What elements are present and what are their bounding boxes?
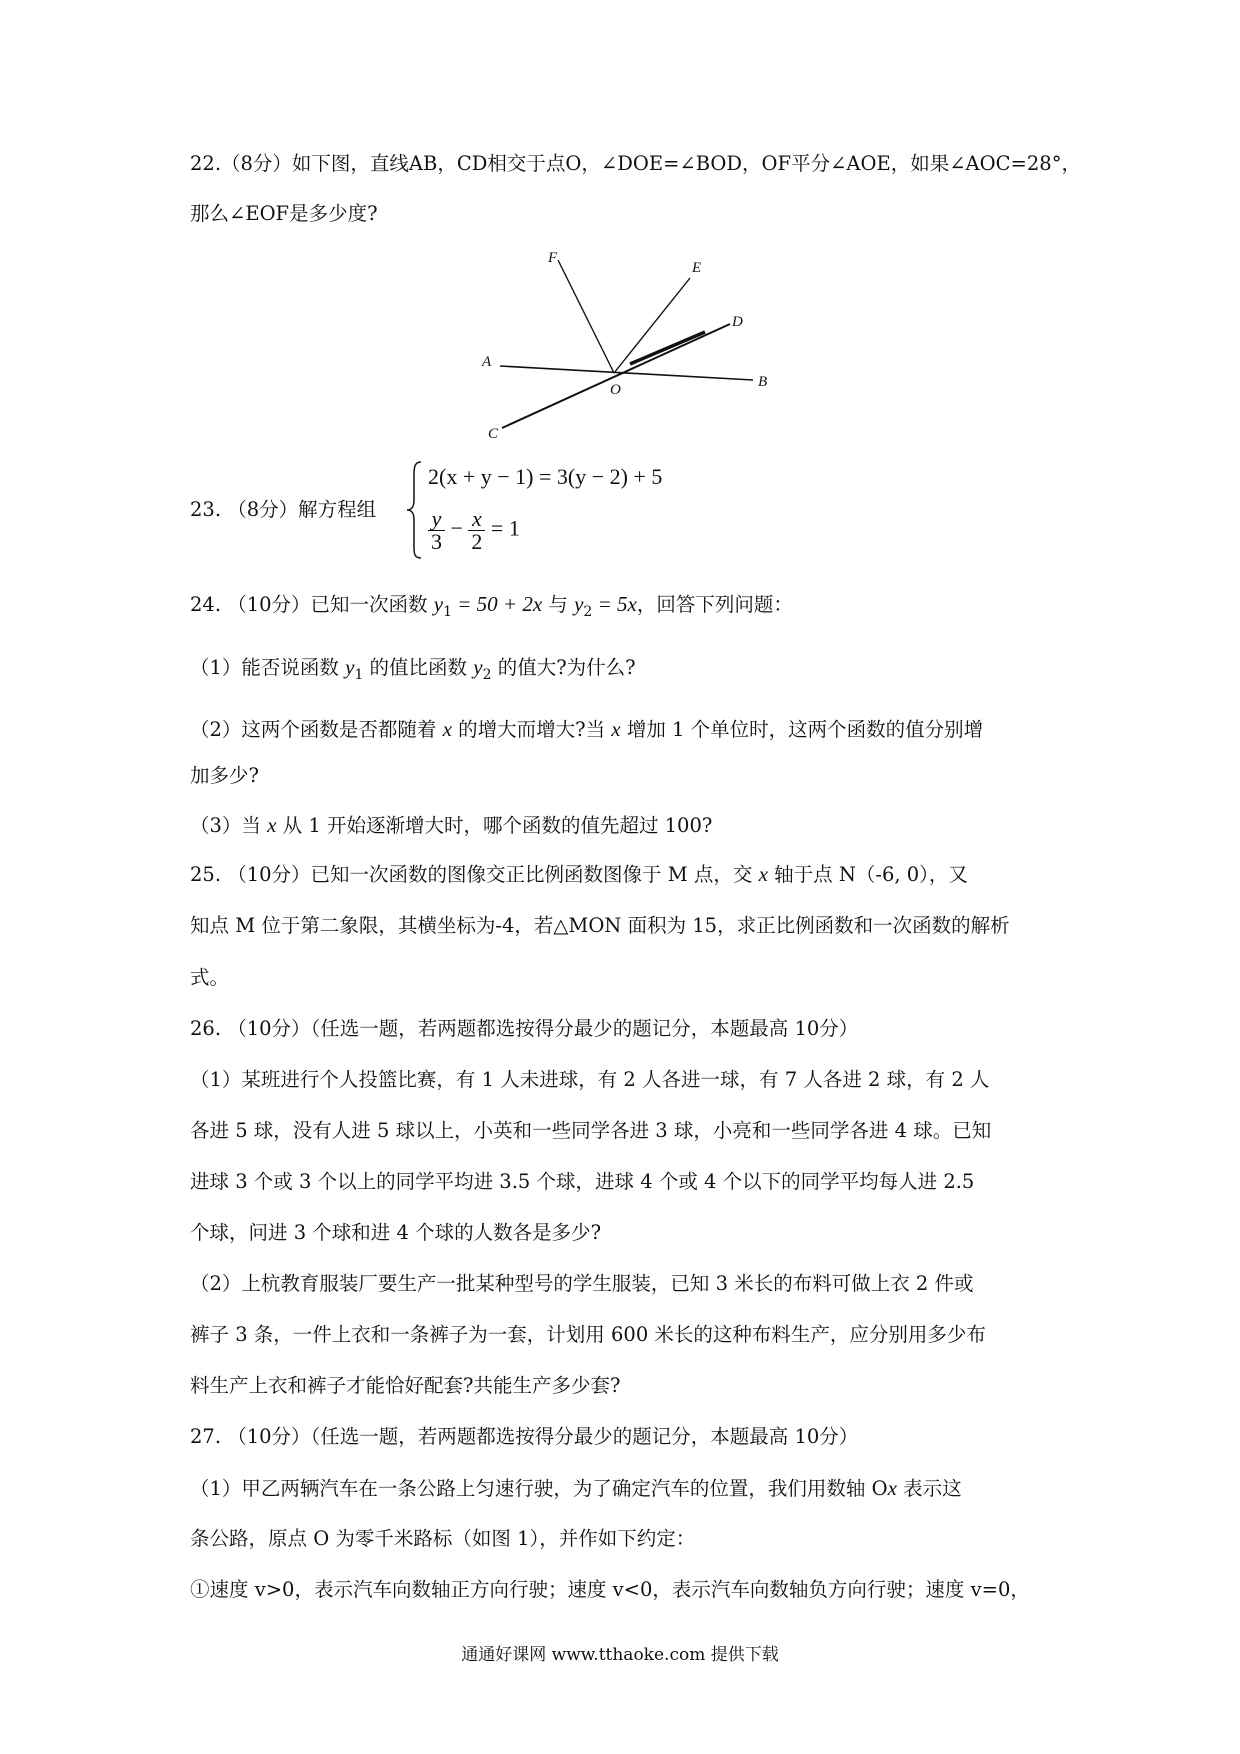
label-a: A: [482, 354, 492, 370]
q24-p1-c: 的值大?为什么?: [491, 656, 636, 679]
line-ab: [500, 366, 753, 380]
q23-equation-1: 2(x + y − 1) = 3(y − 2) + 5: [428, 464, 663, 489]
q24-p2-b: 的增大而增大?当: [451, 718, 612, 741]
q24-intro-a: 24. （10分）已知一次函数: [190, 593, 434, 616]
q26-p1-line-4: 个球，问进 3 个球和进 4 个球的人数各是多少?: [190, 1221, 602, 1244]
q24-y1-sub: 1: [443, 604, 452, 620]
label-o: O: [610, 382, 621, 398]
q27-p1-b: 表示这: [896, 1477, 962, 1500]
q24-p1-y2: y: [473, 655, 483, 679]
q27-p1-line-1: [190, 1474, 962, 1503]
line-cd: [502, 324, 730, 428]
ray-of: [558, 260, 614, 373]
q24-part-1: [190, 653, 636, 689]
label-e: E: [692, 260, 702, 276]
q27-p1-line-2: 条公路，原点 O 为零千米路标（如图 1），并作如下约定：: [190, 1527, 696, 1550]
q25-line-2: 知点 M 位于第二象限，其横坐标为-4，若△MON 面积为 15，求正比例函数和一次函数的解析: [190, 914, 1010, 937]
q24-p2-x2: x: [611, 717, 621, 741]
left-brace-icon: [405, 460, 425, 560]
q24-y1-rhs: = 50 + 2x: [451, 592, 543, 616]
q25-line1-b: 轴于点 N（-6, 0），又: [767, 863, 968, 886]
q24-y2-rhs: = 5x: [592, 592, 637, 616]
q24-p2-c: 增加 1 个单位时，这两个函数的值分别增: [620, 718, 984, 741]
q27-p1-x: x: [887, 1476, 897, 1500]
eq2-minus: −: [450, 515, 463, 541]
q27-header: 27. （10分）（任选一题，若两题都选按得分最少的题记分，本题最高 10分）: [190, 1425, 859, 1448]
eq2-denominator-2: 2: [471, 529, 483, 554]
q27-p1-a: （1）甲乙两辆汽车在一条公路上匀速行驶，为了确定汽车的位置，我们用数轴 O: [190, 1477, 888, 1500]
label-f: F: [548, 250, 558, 266]
q25-x: x: [758, 862, 768, 886]
q24-p3-x: x: [267, 813, 277, 837]
eq2-numerator-2: x: [468, 508, 485, 531]
label-d: D: [732, 314, 743, 330]
eq2-denominator-1: 3: [431, 529, 442, 554]
page-footer: 通通好课网 www.tthaoke.com 提供下载: [461, 1645, 779, 1665]
q26-p2-line-3: 料生产上衣和裤子才能恰好配套?共能生产多少套?: [190, 1374, 621, 1397]
intersecting-lines-diagram: [470, 248, 790, 438]
q24-y2-sub: 2: [583, 604, 593, 620]
q24-p1-b: 的值比函数: [363, 656, 474, 679]
q25-line-1: [190, 860, 968, 889]
eq2-rhs: = 1: [490, 515, 520, 541]
q24-p1-y2-sub: 2: [482, 667, 492, 683]
q24-p3-a: （3）当: [190, 814, 268, 837]
q26-p2-line-2: 裤子 3 条，一件上衣和一条裤子为一套，计划用 600 米长的这种布料生产，应分别用多少布: [190, 1323, 986, 1346]
q24-intro: [190, 590, 793, 626]
q26-p1-line-3: 进球 3 个或 3 个以上的同学平均进 3.5 个球，进球 4 个或 4 个以下的同学平均每人进 2.5: [190, 1170, 975, 1193]
q24-p2-a: （2）这两个函数是否都随着: [190, 718, 443, 741]
label-c: C: [488, 426, 499, 438]
q27-p1-line-3: ①速度 v>0，表示汽车向数轴正方向行驶；速度 v<0，表示汽车向数轴负方向行驶；速度 v=0，: [190, 1578, 1030, 1601]
q26-p2-line-1: （2）上杭教育服装厂要生产一批某种型号的学生服装，已知 3 米长的布料可做上衣 2 件或: [190, 1272, 974, 1295]
q24-p1-a: （1）能否说函数: [190, 656, 346, 679]
q23-label: 23. （8分）解方程组: [190, 498, 377, 521]
q24-p1-y1-sub: 1: [354, 667, 364, 683]
line-cd-thick: [630, 332, 705, 364]
q23-equation-2: [428, 508, 520, 553]
q24-part-2-line-2: 加多少?: [190, 764, 259, 787]
q26-header: 26. （10分）（任选一题，若两题都选按得分最少的题记分，本题最高 10分）: [190, 1017, 859, 1040]
q24-p3-b: 从 1 开始逐渐增大时，哪个函数的值先超过 100?: [276, 814, 713, 837]
q24-p1-y1: y: [345, 655, 355, 679]
q24-y2: y: [574, 592, 584, 616]
label-b: B: [758, 374, 768, 390]
q25-line-3: 式。: [190, 966, 230, 989]
q24-part-2-line-1: [190, 715, 983, 744]
q22-line-1: 22.（8分）如下图，直线AB，CD相交于点O，∠DOE=∠BOD，OF平分∠AOE，如果∠AOC=28°，: [190, 152, 1081, 175]
q24-y1: y: [433, 592, 444, 616]
q24-p2-x1: x: [442, 717, 452, 741]
q24-part-3: [190, 811, 712, 840]
eq2-numerator-1: y: [428, 508, 445, 531]
q25-line1-a: 25. （10分）已知一次函数的图像交正比例函数图像于 M 点，交: [190, 863, 759, 886]
q22-line-2: 那么∠EOF是多少度?: [190, 202, 378, 225]
q26-p1-line-1: （1）某班进行个人投篮比赛，有 1 人未进球，有 2 人各进一球，有 7 人各进 2 球，有 2 人: [190, 1068, 990, 1091]
q24-mid: 与: [542, 593, 575, 616]
q26-p1-line-2: 各进 5 球，没有人进 5 球以上，小英和一些同学各进 3 球，小亮和一些同学各进 4 球。已知: [190, 1119, 992, 1142]
q24-intro-b: ，回答下列问题：: [636, 593, 793, 616]
